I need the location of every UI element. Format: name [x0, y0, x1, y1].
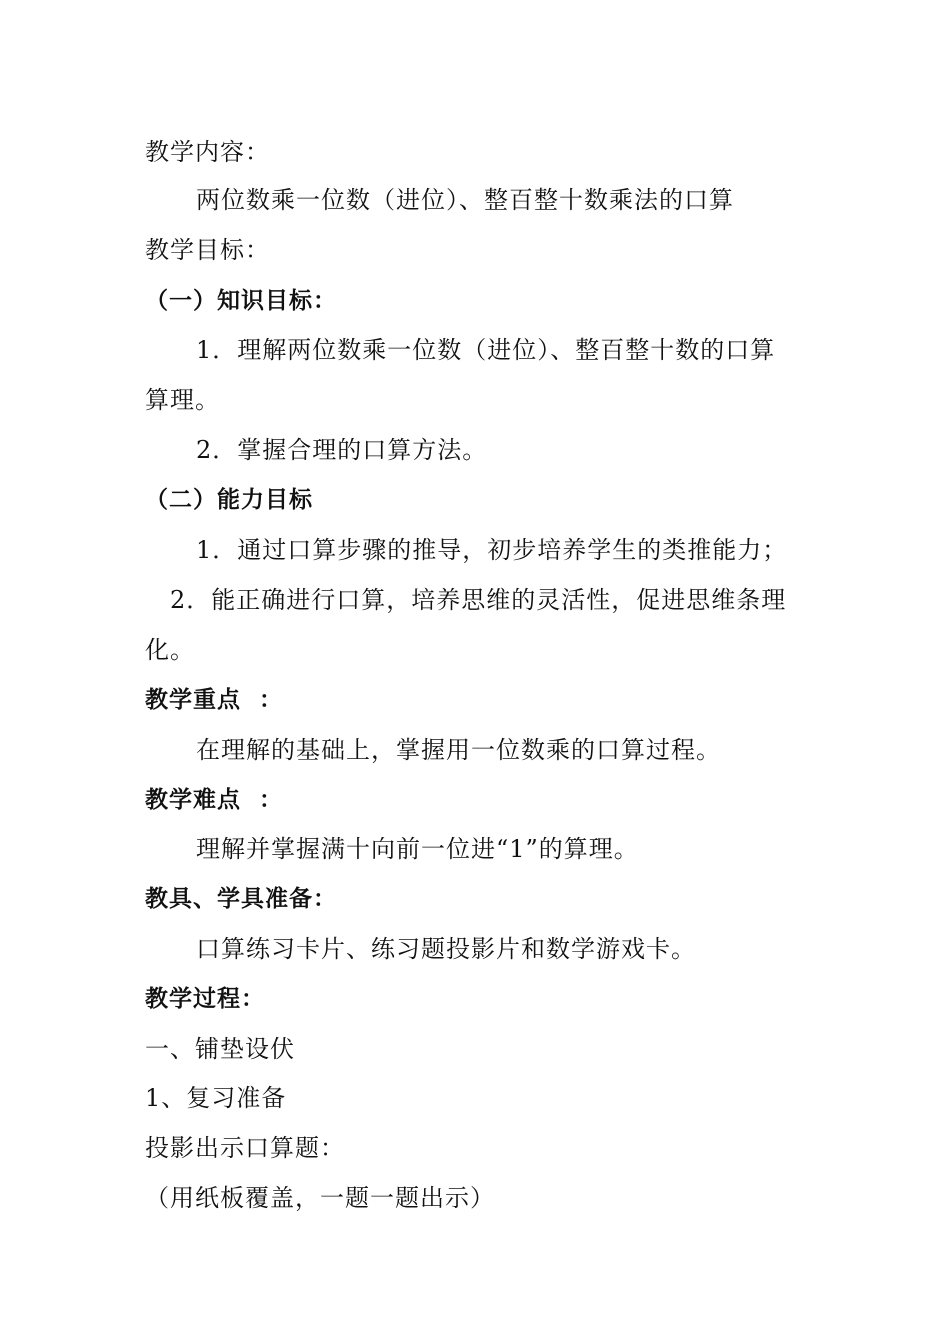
difficulty-text: 理解并掌握满十向前一位进“1”的算理。 [196, 835, 639, 863]
teaching-content-label: 教学内容： [145, 138, 270, 166]
section-1-title: 一、铺垫设伏 [145, 1035, 295, 1063]
ability-goal-heading: （二）能力目标 [145, 487, 313, 513]
teaching-goals-label: 教学目标： [145, 236, 270, 264]
knowledge-goal-1-line1: 1．理解两位数乘一位数（进位）、整百整十数的口算 [196, 336, 776, 364]
ability-goal-2-line1: 2．能正确进行口算，培养思维的灵活性，促进思维条理 [170, 586, 787, 614]
materials-text: 口算练习卡片、练习题投影片和数学游戏卡。 [196, 935, 696, 963]
materials-heading: 教具、学具准备： [145, 886, 337, 912]
key-point-label: 教学重点 [145, 687, 241, 713]
key-point-text: 在理解的基础上，掌握用一位数乘的口算过程。 [196, 736, 721, 764]
ability-goal-1: 1．通过口算步骤的推导，初步培养学生的类推能力； [196, 536, 788, 564]
subsection-1-title: 1、复习准备 [145, 1084, 287, 1112]
projection-label: 投影出示口算题： [145, 1134, 345, 1162]
difficulty-heading [145, 784, 283, 816]
teaching-content-text: 两位数乘一位数（进位）、整百整十数乘法的口算 [196, 186, 734, 214]
ability-goal-2-line2: 化。 [145, 636, 195, 664]
difficulty-label: 教学难点 [145, 787, 241, 813]
process-heading: 教学过程： [145, 986, 265, 1012]
projection-note: （用纸板覆盖，一题一题出示） [145, 1184, 495, 1212]
key-point-heading [145, 684, 283, 716]
knowledge-goal-heading: （一）知识目标： [145, 288, 337, 314]
knowledge-goal-1-line2: 算理。 [145, 386, 220, 414]
key-point-colon: ： [259, 687, 283, 713]
knowledge-goal-2: 2．掌握合理的口算方法。 [196, 436, 488, 464]
difficulty-colon: ： [259, 787, 283, 813]
